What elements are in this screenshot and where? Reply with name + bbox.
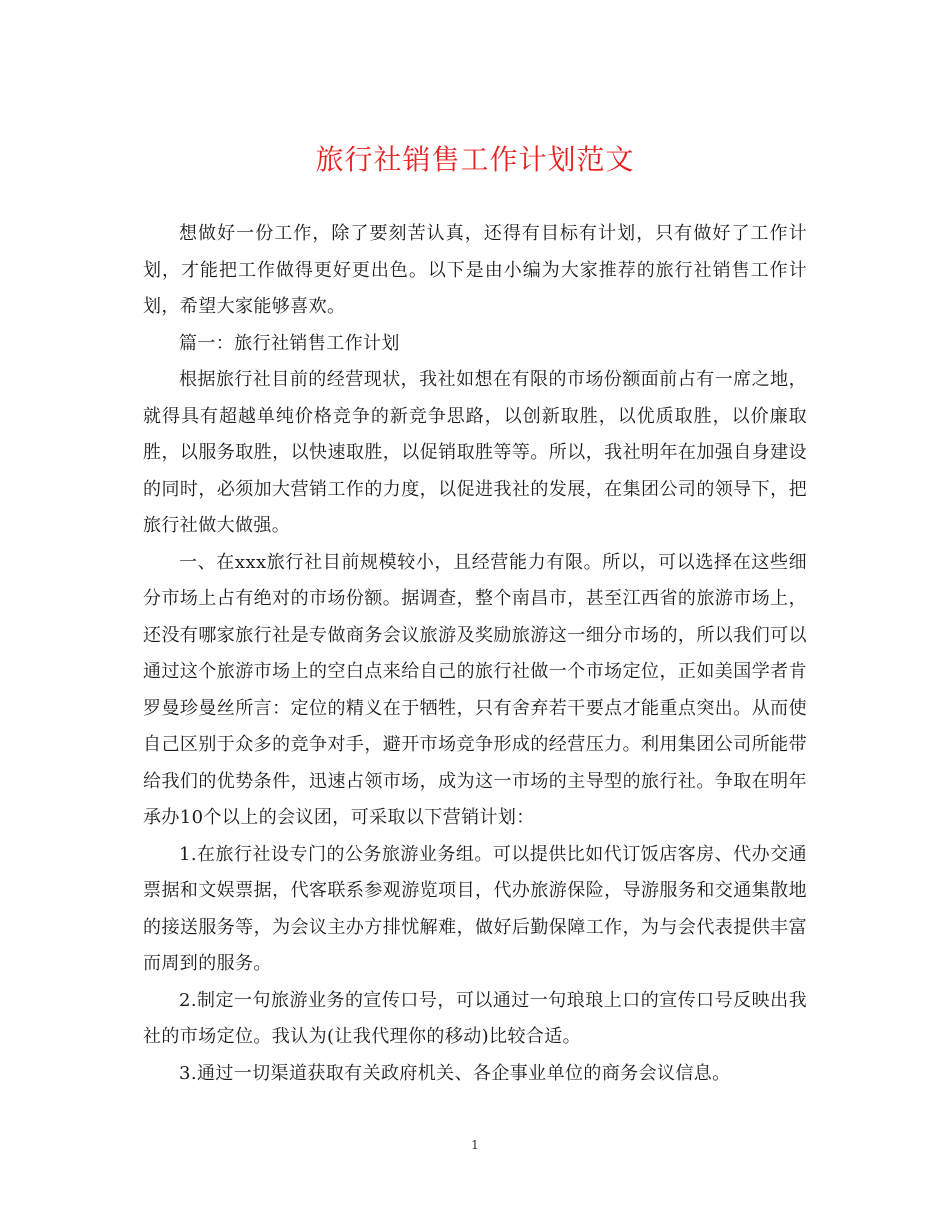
- list-item-paragraph: 2.制定一句旅游业务的宣传口号，可以通过一句琅琅上口的宣传口号反映出我社的市场定位。我认为(让我代理你的移动)比较合适。: [143, 989, 807, 1047]
- intro-paragraph: 想做好一份工作，除了要刻苦认真，还得有目标有计划，只有做好了工作计划，才能把工作做得更好更出色。以下是由小编为大家推荐的旅行社销售工作计划，希望大家能够喜欢。: [143, 223, 807, 317]
- list-item-paragraph: 3.通过一切渠道获取有关政府机关、各企事业单位的商务会议信息。: [179, 1062, 731, 1084]
- body-paragraph: 根据旅行社目前的经营现状，我社如想在有限的市场份额面前占有一席之地，就得具有超越单纯价格竞争的新竞争思路，以创新取胜，以优质取胜，以价廉取胜，以服务取胜，以快速取胜，以促销取胜等等。所以，我社明年在加强自身建设的同时，必须加大营销工作的力度，以促进我社的发展，在集团公司的领导下，把旅行社做大做强。: [143, 369, 807, 536]
- list-item-paragraph: 1.在旅行社设专门的公务旅游业务组。可以提供比如代订饭店客房、代办交通票据和文娱票据，代客联系参观游览项目，代办旅游保险，导游服务和交通集散地的接送服务等，为会议主办方排忧解难，做好后勤保障工作，为与会代表提供丰富而周到的服务。: [143, 843, 807, 974]
- section-heading: 篇一：旅行社销售工作计划: [179, 332, 400, 354]
- body-paragraph: 一、在xxx旅行社目前规模较小，且经营能力有限。所以，可以选择在这些细分市场上占有绝对的市场份额。据调查，整个南昌市，甚至江西省的旅游市场上，还没有哪家旅行社是专做商务会议旅游及奖励旅游这一细分市场的，所以我们可以通过这个旅游市场上的空白点来给自己的旅行社做一个市场定位，正如美国学者肯罗曼珍曼丝所言：定位的精义在于牺牲，只有舍弃若干要点才能重点突出。从而使自己区别于众多的竞争对手，避开市场竞争形成的经营压力。利用集团公司所能带给我们的优势条件，迅速占领市场，成为这一市场的主导型的旅行社。争取在明年承办10个以上的会议团，可采取以下营销计划：: [143, 551, 807, 828]
- document-body: [143, 216, 807, 1092]
- page-number: 1: [471, 1138, 479, 1152]
- document-title: 旅行社销售工作计划范文: [315, 143, 635, 176]
